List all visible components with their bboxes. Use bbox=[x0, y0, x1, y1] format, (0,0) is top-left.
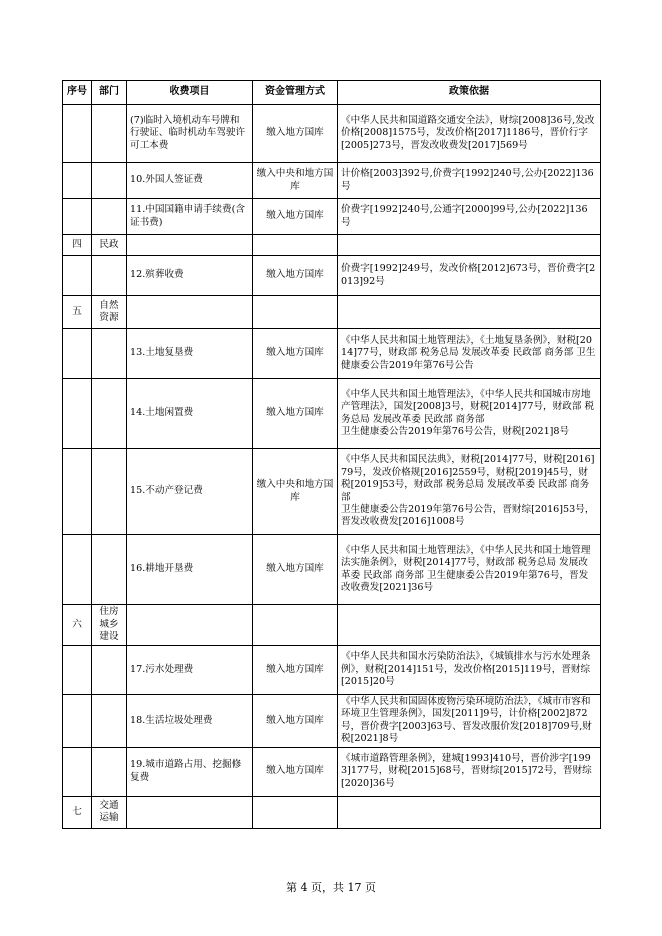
cell-basis: 《中华人民共和国土地管理法》，《中华人民共和国土地管理法实施条例》，财税[2014]77号，财政部 税务总局 发展改革委 民政部 商务部 卫生健康委公告2019年第76号，晋发改收费发[2021]36号 bbox=[338, 535, 601, 605]
cell-basis: 《中华人民共和国水污染防治法》，《城镇排水与污水处理条例》，财税[2014]151号，发改价格[2015]119号，晋财综[2015]20号 bbox=[338, 646, 601, 695]
cell-seq bbox=[63, 329, 92, 379]
cell-mgmt: 缴入地方国库 bbox=[253, 329, 338, 379]
table-header-row bbox=[63, 81, 601, 105]
cell-dept bbox=[92, 695, 127, 748]
table-row bbox=[63, 329, 601, 379]
cell-basis: 《中华人民共和国民法典》，财税[2014]77号，财税[2016]79号，发改价格规[2016]2559号，财税[2019]45号，财税[2019]53号，财政部 税务总局 发展改革委 民政部 商务部 卫生健康委公告2019年第76号公告，晋财综[2016]53号，晋发改收费发[2016]1008号 bbox=[338, 449, 601, 535]
cell-basis: 《中华人民共和国土地管理法》，《土地复垦条例》，财税[2014]77号，财政部 税务总局 发展改革委 民政部 商务部 卫生健康委公告2019年第76号公告 bbox=[338, 329, 601, 379]
table-row bbox=[63, 449, 601, 535]
cell-dept bbox=[92, 646, 127, 695]
cell-mgmt: 缴入中央和地方国库 bbox=[253, 163, 338, 199]
cell-basis: 《中华人民共和国土地管理法》，《中华人民共和国城市房地产管理法》，国发[2008]3号，财税[2014]77号，财政部 税务总局 发展改革委 民政部 商务部 卫生健康委公告2019年第76号公告，财税[2021]8号 bbox=[338, 379, 601, 449]
cell-mgmt: 缴入中央和地方国库 bbox=[253, 449, 338, 535]
section-row bbox=[63, 605, 601, 646]
cell-item: 13.土地复垦费 bbox=[127, 329, 253, 379]
cell-mgmt bbox=[253, 605, 338, 646]
cell-item: 12.殡葬收费 bbox=[127, 256, 253, 296]
cell-dept bbox=[92, 105, 127, 163]
cell-seq bbox=[63, 105, 92, 163]
fee-table bbox=[62, 80, 601, 829]
cell-basis: 《中华人民共和国固体废物污染环境防治法》，《城市市容和环境卫生管理条例》，国发[2011]9号，计价格[2002]872号，晋价费字[2003]63号、晋发改服价发[2018]709号,财税[2021]8号 bbox=[338, 695, 601, 748]
cell-seq: 六 bbox=[63, 605, 92, 646]
cell-mgmt: 缴入地方国库 bbox=[253, 747, 338, 796]
cell-dept bbox=[92, 163, 127, 199]
cell-dept bbox=[92, 449, 127, 535]
cell-seq bbox=[63, 256, 92, 296]
cell-mgmt bbox=[253, 235, 338, 256]
cell-item bbox=[127, 605, 253, 646]
cell-basis: 《城市道路管理条例》，建城[1993]410号，晋价涉字[1993]177号，财税[2015]68号，晋财综[2015]72号，晋财综[2020]36号 bbox=[338, 747, 601, 796]
cell-dept bbox=[92, 199, 127, 235]
section-row bbox=[63, 235, 601, 256]
cell-basis: 价费字[1992]249号，发改价格[2012]673号，晋价费字[2013]92号 bbox=[338, 256, 601, 296]
footer-middle: 页，共 bbox=[311, 881, 344, 894]
cell-mgmt: 缴入地方国库 bbox=[253, 379, 338, 449]
table-row bbox=[63, 379, 601, 449]
cell-mgmt: 缴入地方国库 bbox=[253, 646, 338, 695]
table-body bbox=[63, 105, 601, 829]
cell-seq: 四 bbox=[63, 235, 92, 256]
table-row bbox=[63, 695, 601, 748]
cell-mgmt: 缴入地方国库 bbox=[253, 105, 338, 163]
cell-seq: 五 bbox=[63, 296, 92, 329]
header-item: 收费项目 bbox=[127, 81, 253, 105]
cell-item: 16.耕地开垦费 bbox=[127, 535, 253, 605]
cell-item: 14.土地闲置费 bbox=[127, 379, 253, 449]
cell-mgmt bbox=[253, 796, 338, 828]
cell-basis bbox=[338, 296, 601, 329]
cell-basis: 《中华人民共和国道路交通安全法》，财综[2008]36号,发改价格[2008]1575号，发改价格[2017]1186号，晋价行字[2005]273号，晋发改收费发[2017]569号 bbox=[338, 105, 601, 163]
table-row bbox=[63, 646, 601, 695]
footer-total-pages: 17 bbox=[347, 881, 362, 894]
table-row bbox=[63, 105, 601, 163]
table-row bbox=[63, 747, 601, 796]
cell-seq bbox=[63, 646, 92, 695]
cell-seq bbox=[63, 535, 92, 605]
cell-basis bbox=[338, 605, 601, 646]
cell-basis bbox=[338, 796, 601, 828]
cell-mgmt bbox=[253, 296, 338, 329]
table-row bbox=[63, 199, 601, 235]
cell-item bbox=[127, 796, 253, 828]
cell-dept bbox=[92, 747, 127, 796]
cell-item: (7)临时入境机动车号牌和行驶证、临时机动车驾驶许可工本费 bbox=[127, 105, 253, 163]
cell-seq bbox=[63, 199, 92, 235]
cell-seq bbox=[63, 449, 92, 535]
header-basis: 政策依据 bbox=[338, 81, 601, 105]
cell-item: 18.生活垃圾处理费 bbox=[127, 695, 253, 748]
table-row bbox=[63, 163, 601, 199]
cell-seq bbox=[63, 695, 92, 748]
cell-basis: 价费字[1992]240号,公通字[2000]99号,公办[2022]136号 bbox=[338, 199, 601, 235]
header-mgmt: 资金管理方式 bbox=[253, 81, 338, 105]
footer-suffix: 页 bbox=[365, 881, 376, 894]
cell-dept bbox=[92, 535, 127, 605]
cell-item: 15.不动产登记费 bbox=[127, 449, 253, 535]
cell-item: 10.外国人签证费 bbox=[127, 163, 253, 199]
cell-dept: 住房城乡建设 bbox=[92, 605, 127, 646]
section-row bbox=[63, 296, 601, 329]
cell-item: 11.中国国籍申请手续费(含证书费) bbox=[127, 199, 253, 235]
cell-item bbox=[127, 235, 253, 256]
cell-item bbox=[127, 296, 253, 329]
cell-seq bbox=[63, 163, 92, 199]
page-footer bbox=[0, 879, 662, 895]
section-row bbox=[63, 796, 601, 828]
cell-dept: 自然资源 bbox=[92, 296, 127, 329]
cell-dept: 交通运输 bbox=[92, 796, 127, 828]
cell-basis bbox=[338, 235, 601, 256]
cell-dept bbox=[92, 329, 127, 379]
cell-dept bbox=[92, 256, 127, 296]
cell-seq: 七 bbox=[63, 796, 92, 828]
cell-seq bbox=[63, 379, 92, 449]
header-dept: 部门 bbox=[92, 81, 127, 105]
footer-prefix: 第 bbox=[286, 881, 297, 894]
cell-mgmt: 缴入地方国库 bbox=[253, 256, 338, 296]
table-row bbox=[63, 535, 601, 605]
cell-basis: 计价格[2003]392号,价费字[1992]240号,公办[2022]136号 bbox=[338, 163, 601, 199]
footer-page-number: 4 bbox=[300, 881, 308, 894]
cell-mgmt: 缴入地方国库 bbox=[253, 199, 338, 235]
cell-seq bbox=[63, 747, 92, 796]
cell-item: 17.污水处理费 bbox=[127, 646, 253, 695]
table-row bbox=[63, 256, 601, 296]
cell-mgmt: 缴入地方国库 bbox=[253, 535, 338, 605]
cell-dept bbox=[92, 379, 127, 449]
cell-dept: 民政 bbox=[92, 235, 127, 256]
cell-item: 19.城市道路占用、挖掘修复费 bbox=[127, 747, 253, 796]
header-seq: 序号 bbox=[63, 81, 92, 105]
cell-mgmt: 缴入地方国库 bbox=[253, 695, 338, 748]
